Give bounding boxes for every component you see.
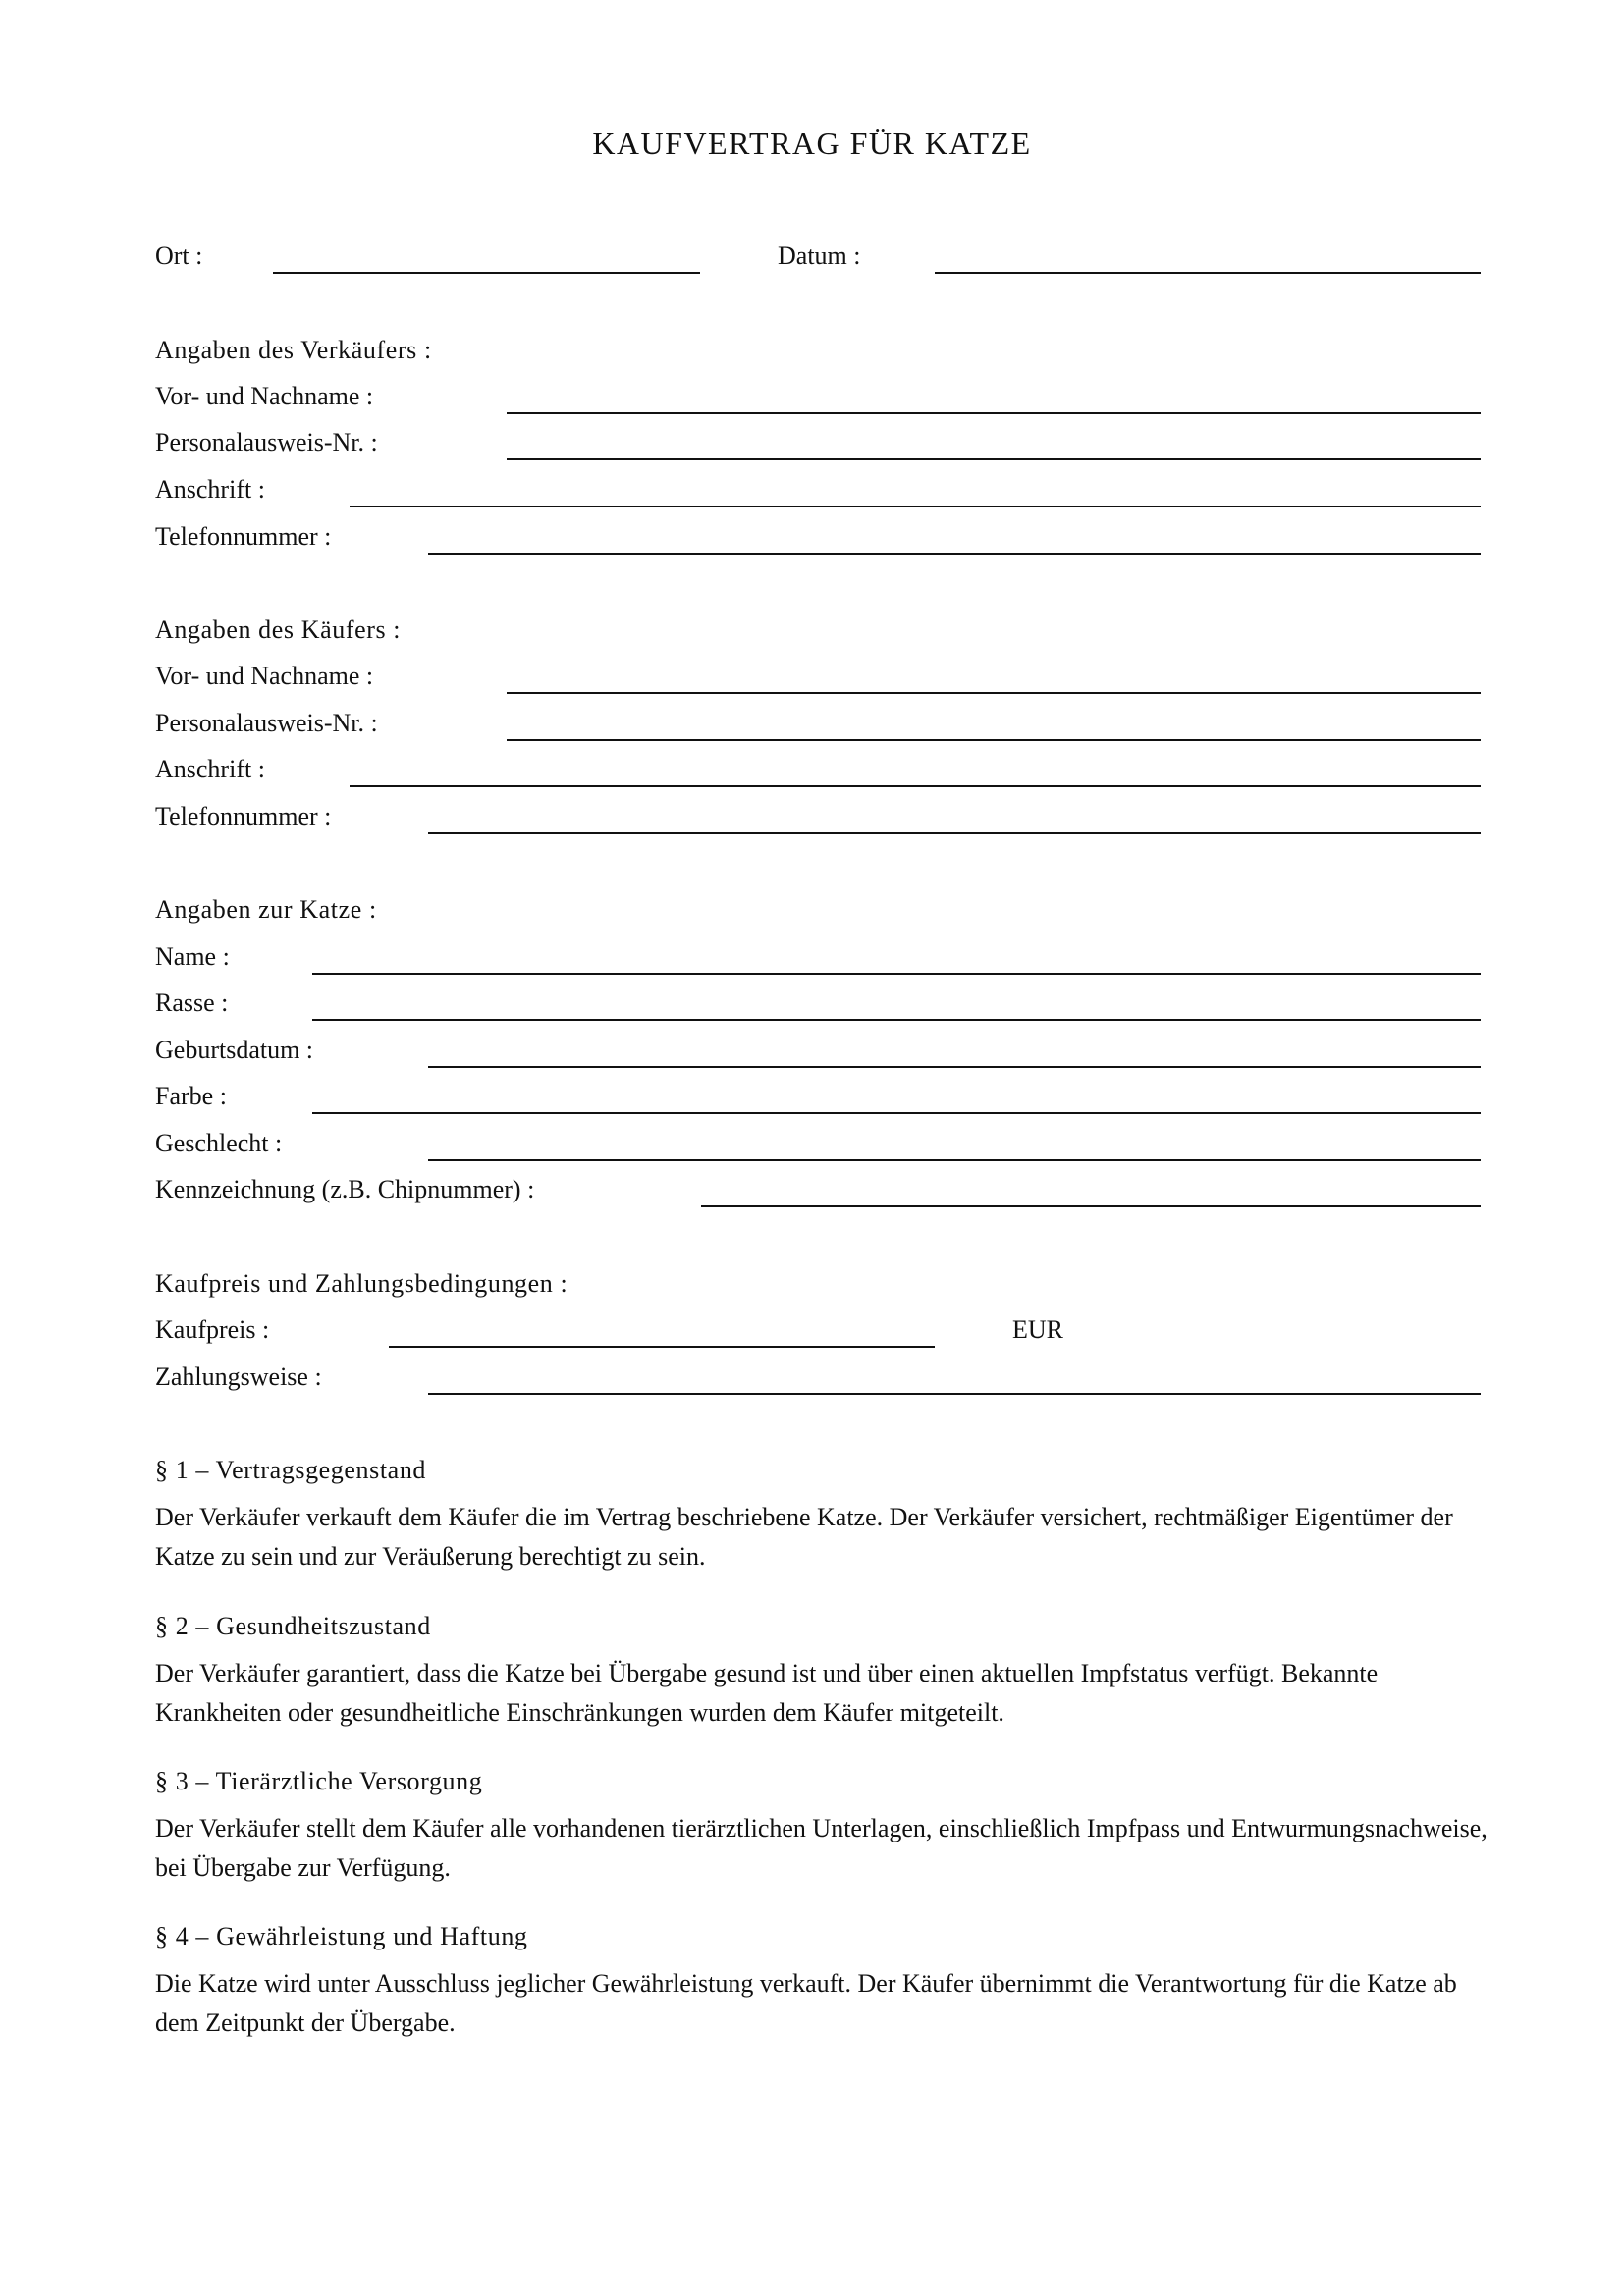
cat-color-field[interactable] bbox=[312, 1112, 1481, 1114]
ort-datum-row bbox=[155, 240, 1481, 279]
ort-label: Ort : bbox=[155, 241, 203, 270]
buyer-id-label: Personalausweis-Nr. : bbox=[155, 709, 378, 737]
cat-birthdate-label: Geburtsdatum : bbox=[155, 1036, 314, 1064]
seller-address-label: Anschrift : bbox=[155, 475, 265, 504]
buyer-heading: Angaben des Käufers : bbox=[155, 615, 402, 644]
clause-3-text: Der Verkäufer stellt dem Käufer alle vorhandenen tierärztlichen Unterlagen, einschließlich Impfpass und Entwurmungsnachweise, bei Übergabe zur Verfügung. bbox=[155, 1814, 1488, 1882]
cat-birthdate-field[interactable] bbox=[428, 1066, 1481, 1068]
seller-name-field[interactable] bbox=[507, 412, 1481, 414]
price-field[interactable] bbox=[389, 1346, 935, 1348]
cat-marking-field[interactable] bbox=[701, 1205, 1481, 1207]
cat-birthdate-row bbox=[155, 1034, 1481, 1073]
cat-marking-label: Kennzeichnung (z.B. Chipnummer) : bbox=[155, 1175, 535, 1203]
cat-color-row bbox=[155, 1080, 1481, 1119]
cat-breed-field[interactable] bbox=[312, 1019, 1481, 1021]
seller-phone-field[interactable] bbox=[428, 553, 1481, 555]
clause-1-text: Der Verkäufer verkauft dem Käufer die im Vertrag beschriebene Katze. Der Verkäufer versichert, rechtmäßiger Eigentümer der Katze zu sein und zur Veräußerung berechtigt zu sein. bbox=[155, 1503, 1453, 1571]
clause-2-heading: § 2 – Gesundheitszustand bbox=[155, 1612, 431, 1640]
clause-3-heading: § 3 – Tierärztliche Versorgung bbox=[155, 1767, 483, 1795]
cat-breed-row bbox=[155, 987, 1481, 1026]
buyer-name-row bbox=[155, 660, 1481, 699]
price-row bbox=[155, 1313, 1481, 1353]
clause-2-text: Der Verkäufer garantiert, dass die Katze bei Übergabe gesund ist und über einen aktuellen Impfstatus verfügt. Bekannte Krankheiten oder gesundheitliche Einschränkungen wurden dem Käufer mitgeteilt. bbox=[155, 1659, 1379, 1727]
cat-heading: Angaben zur Katze : bbox=[155, 895, 377, 924]
clause-1-heading: § 1 – Vertragsgegenstand bbox=[155, 1456, 427, 1484]
payment-method-label: Zahlungsweise : bbox=[155, 1362, 322, 1391]
ort-field[interactable] bbox=[273, 272, 700, 274]
cat-name-label: Name : bbox=[155, 942, 230, 971]
seller-address-field[interactable] bbox=[350, 506, 1481, 507]
buyer-name-field[interactable] bbox=[507, 692, 1481, 694]
buyer-address-row bbox=[155, 753, 1481, 792]
seller-name-row bbox=[155, 380, 1481, 419]
buyer-name-label: Vor- und Nachname : bbox=[155, 662, 374, 690]
seller-id-field[interactable] bbox=[507, 458, 1481, 460]
cat-sex-row bbox=[155, 1127, 1481, 1166]
payment-method-field[interactable] bbox=[428, 1393, 1481, 1395]
buyer-address-field[interactable] bbox=[350, 785, 1481, 787]
cat-color-label: Farbe : bbox=[155, 1082, 227, 1110]
currency-label: EUR bbox=[1012, 1315, 1063, 1344]
cat-name-field[interactable] bbox=[312, 973, 1481, 975]
buyer-id-row bbox=[155, 707, 1481, 746]
buyer-phone-field[interactable] bbox=[428, 832, 1481, 834]
seller-name-label: Vor- und Nachname : bbox=[155, 382, 374, 410]
cat-breed-label: Rasse : bbox=[155, 988, 229, 1017]
buyer-id-field[interactable] bbox=[507, 739, 1481, 741]
buyer-phone-label: Telefonnummer : bbox=[155, 802, 332, 830]
cat-sex-field[interactable] bbox=[428, 1159, 1481, 1161]
seller-heading: Angaben des Verkäufers : bbox=[155, 336, 432, 364]
buyer-address-label: Anschrift : bbox=[155, 755, 265, 783]
price-label: Kaufpreis : bbox=[155, 1315, 270, 1344]
cat-name-row bbox=[155, 940, 1481, 980]
seller-address-row bbox=[155, 473, 1481, 512]
payment-method-row bbox=[155, 1361, 1481, 1400]
clause-4-heading: § 4 – Gewährleistung und Haftung bbox=[155, 1922, 528, 1950]
buyer-phone-row bbox=[155, 800, 1481, 839]
datum-field[interactable] bbox=[935, 272, 1481, 274]
payment-heading: Kaufpreis und Zahlungsbedingungen : bbox=[155, 1269, 568, 1298]
cat-sex-label: Geschlecht : bbox=[155, 1129, 283, 1157]
seller-phone-row bbox=[155, 520, 1481, 560]
datum-label: Datum : bbox=[778, 241, 861, 270]
seller-id-label: Personalausweis-Nr. : bbox=[155, 428, 378, 456]
seller-phone-label: Telefonnummer : bbox=[155, 522, 332, 551]
clause-4-text: Die Katze wird unter Ausschluss jeglicher Gewährleistung verkauft. Der Käufer übernimmt die Verantwortung für die Katze ab dem Zeitpunkt der Übergabe. bbox=[155, 1969, 1457, 2037]
seller-id-row bbox=[155, 426, 1481, 465]
document-title: KAUFVERTRAG FÜR KATZE bbox=[592, 126, 1032, 161]
cat-marking-row bbox=[155, 1173, 1481, 1212]
